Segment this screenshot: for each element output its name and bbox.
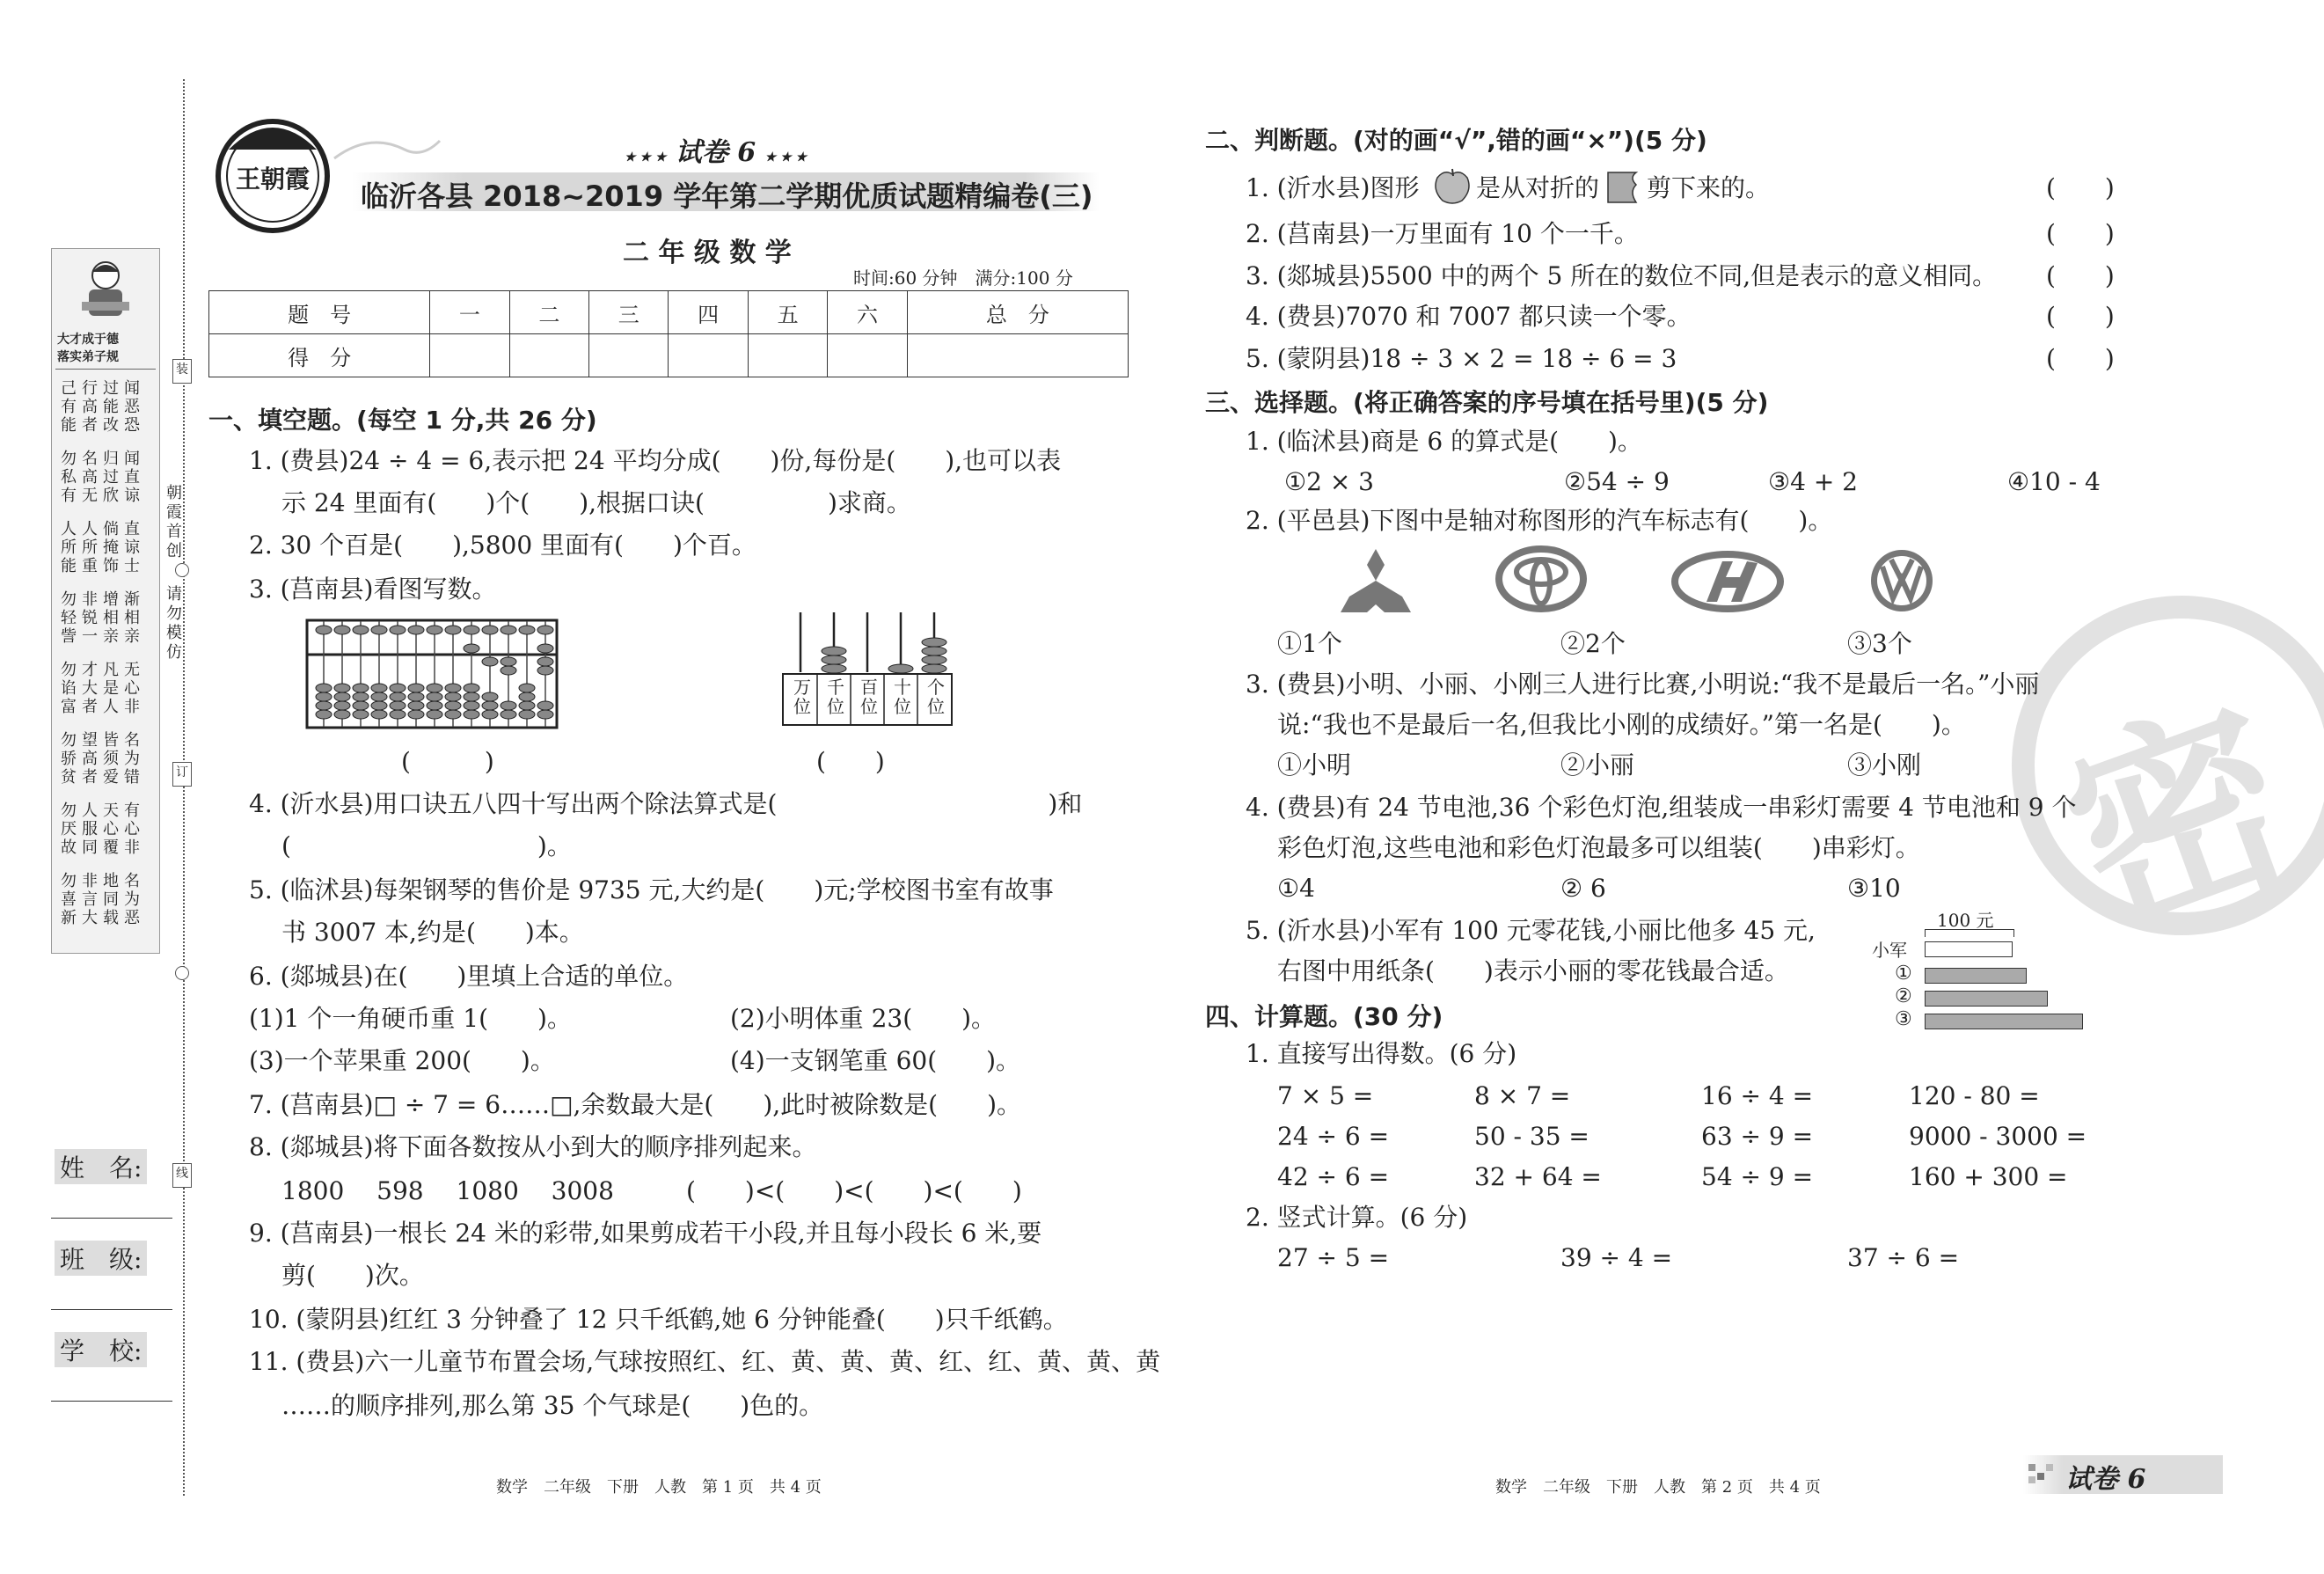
score-header-cell: 三 <box>589 291 669 334</box>
sidebar-poem-column: 归过欣 <box>103 450 119 505</box>
s2-q1-paren[interactable]: ( ) <box>2046 173 2115 202</box>
s1-q5-line2: 书 3007 本,约是( )本。 <box>281 918 584 947</box>
s1-q6: 6. (郯城县)在( )里填上合适的单位。 <box>249 962 689 991</box>
section3-title: 三、选择题。(将正确答案的序号填在括号里)(5 分) <box>1205 388 1769 417</box>
name-label: 姓 名: <box>55 1149 147 1184</box>
s3-q5-line1: 5. (沂水县)小军有 100 元零花钱,小丽比他多 45 元, <box>1246 916 1816 945</box>
s1-q6-part3: (3)一个苹果重 200( )。 <box>249 1046 555 1075</box>
sidebar-poem-column: 勿厌故 <box>61 802 77 857</box>
sidebar-poem-column: 直谅士 <box>124 520 140 575</box>
calc-r3-c3: 54 ÷ 9 = <box>1701 1162 1814 1191</box>
s3-q2-opt3[interactable]: ③3个 <box>1847 629 1912 658</box>
s2-q1-part1: 1. (沂水县)图形 <box>1246 173 1420 202</box>
s3-q2-opt1[interactable]: ①1个 <box>1277 629 1342 658</box>
bar-xiaojun-label: 小军 <box>1872 940 1907 961</box>
class-line[interactable] <box>51 1309 172 1310</box>
s3-q4-line2: 彩色灯泡,这些电池和彩色灯泡最多可以组装( )串彩灯。 <box>1277 833 1920 862</box>
s4-sub1: 1. 直接写出得数。(6 分) <box>1246 1039 1517 1068</box>
motto-1: 大才成于德 <box>57 333 119 347</box>
sidebar-poem-column: 人服同 <box>82 802 98 857</box>
motto-divider <box>55 369 156 370</box>
abacus-image <box>306 619 558 728</box>
score-input-cell[interactable] <box>430 334 509 377</box>
mitsubishi-logo-icon <box>1339 547 1413 614</box>
score-input-cell[interactable] <box>828 334 907 377</box>
sidebar-poem-column: 凡是人 <box>103 661 119 716</box>
bar-xiaojun <box>1925 941 2013 957</box>
calc-r1-c2: 8 × 7 = <box>1474 1081 1571 1110</box>
s3-q1-opt3[interactable]: ③4 + 2 <box>1768 467 1858 496</box>
s2-q5-paren[interactable]: ( ) <box>2046 344 2115 373</box>
score-header-cell: 四 <box>669 291 748 334</box>
bar-option-2[interactable] <box>1925 991 2048 1007</box>
bar-option-3[interactable] <box>1925 1014 2083 1029</box>
grade-subject: 二 年 级 数 学 <box>623 238 792 268</box>
sidebar-poem-column: 勿骄贫 <box>61 731 77 787</box>
seal-mark-2: 订 <box>172 762 192 787</box>
s1-q8-blanks[interactable]: ( )<( )<( )<( ) <box>686 1176 1022 1205</box>
section1-title: 一、填空题。(每空 1 分,共 26 分) <box>208 406 597 435</box>
school-label: 学 校: <box>55 1332 147 1367</box>
ribbon-decoration <box>334 132 440 167</box>
s3-q3-opt3[interactable]: ③小刚 <box>1847 750 1922 780</box>
binding-circle-1 <box>175 563 189 577</box>
s1-q4-line2: ( )。 <box>281 831 572 860</box>
place-label-ge: 个位 <box>927 677 945 717</box>
s3-q4-opt1[interactable]: ①4 <box>1277 874 1315 903</box>
s3-q4-opt2[interactable]: ② 6 <box>1560 874 1606 903</box>
section2-title: 二、判断题。(对的画“√”,错的画“×”)(5 分) <box>1205 126 1707 155</box>
score-table <box>208 290 1129 377</box>
seal-mark-1: 装 <box>172 359 192 384</box>
s2-q3-paren[interactable]: ( ) <box>2046 261 2115 290</box>
score-input-cell[interactable] <box>748 334 827 377</box>
binding-dotted-line <box>183 79 185 1496</box>
score-header-cell: 题 号 <box>209 291 430 334</box>
s1-q8-numbers: 1800 598 1080 3008 <box>281 1176 614 1205</box>
score-header-cell: 五 <box>748 291 827 334</box>
s2-q4: 4. (费县)7070 和 7007 都只读一个零。 <box>1246 302 1692 331</box>
apple-shape-icon <box>1434 167 1471 206</box>
score-input-cell[interactable] <box>907 334 1128 377</box>
s3-q4-line1: 4. (费县)有 24 节电池,36 个彩色灯泡,组装成一串彩灯需要 4 节电池和 9 个 <box>1246 793 2077 822</box>
s3-q4-opt3[interactable]: ③10 <box>1847 874 1901 903</box>
sidebar-poem-column: 勿谄富 <box>61 661 77 716</box>
sidebar-poem-column: 名为恶 <box>124 872 140 927</box>
calc-r1-c1: 7 × 5 = <box>1277 1081 1374 1110</box>
calc-r2-c4: 9000 - 3000 = <box>1909 1122 2087 1151</box>
score-table-header-row <box>209 291 1129 334</box>
s3-q5-line2: 右图中用纸条( )表示小丽的零花钱最合适。 <box>1277 956 1789 985</box>
s3-q1: 1. (临沭县)商是 6 的算式是( )。 <box>1246 427 1642 456</box>
sidebar-poem-column: 己有能 <box>61 379 77 435</box>
place-label-wan: 万位 <box>793 677 811 717</box>
publisher-logo <box>211 114 334 238</box>
time-info: 时间:60 分钟 满分:100 分 <box>853 267 1073 289</box>
sidebar-poem-column: 无心非 <box>124 661 140 716</box>
s2-q2-paren[interactable]: ( ) <box>2046 219 2115 248</box>
score-header-cell: 二 <box>509 291 588 334</box>
calc-r3-c2: 32 + 64 = <box>1474 1162 1602 1191</box>
calc-r1-c4: 120 - 80 = <box>1909 1081 2040 1110</box>
watermark-stamp <box>2014 598 2320 972</box>
s1-q11-line2: ……的顺序排列,那么第 35 个气球是( )色的。 <box>281 1391 824 1420</box>
s1-q3: 3. (莒南县)看图写数。 <box>249 575 497 604</box>
seal-mark-3: 线 <box>172 1163 192 1188</box>
s1-q3-answer2[interactable]: ( ) <box>816 747 885 776</box>
badge-stars-right: ★ ★ ★ <box>764 150 808 165</box>
s1-q1-line2: 示 24 里面有( )个( ),根据口诀( )求商。 <box>281 488 911 517</box>
s2-q1-part2: 是从对折的 <box>1476 173 1600 202</box>
sidebar-poem-column: 勿轻訾 <box>61 590 77 646</box>
score-header-cell: 总 分 <box>907 291 1128 334</box>
s3-q3-opt2[interactable]: ②小丽 <box>1560 750 1635 780</box>
footer-badge: 试卷 6 <box>2065 1464 2146 1495</box>
s2-q5: 5. (蒙阴县)18 ÷ 3 × 2 = 18 ÷ 6 = 3 <box>1246 344 1677 373</box>
bar-option-1[interactable] <box>1925 968 2027 984</box>
sidebar-poem-column: 名为错 <box>124 731 140 787</box>
s1-q1-line1: 1. (费县)24 ÷ 4 = 6,表示把 24 平均分成( )份,每份是( ),也可以表 <box>249 446 1062 475</box>
place-label-qian: 千位 <box>827 677 844 717</box>
score-row-label: 得 分 <box>209 334 430 377</box>
calc-r1-c3: 16 ÷ 4 = <box>1701 1081 1814 1110</box>
sidebar-poem-column: 地同载 <box>103 872 119 927</box>
sidebar-poem-column: 闻恶恐 <box>124 379 140 435</box>
score-input-cell[interactable] <box>589 334 669 377</box>
sidebar-poem-column: 行高者 <box>82 379 98 435</box>
calc-r4-c3: 37 ÷ 6 = <box>1847 1243 1960 1272</box>
badge-stars-left: ★ ★ ★ <box>625 150 667 165</box>
hyundai-logo-icon <box>1671 551 1784 612</box>
toyota-logo-icon <box>1495 545 1587 612</box>
bar-opt3-label: ③ <box>1895 1008 1912 1030</box>
sidebar-poem-column: 过能改 <box>103 379 119 435</box>
s1-q9-line2: 剪( )次。 <box>281 1261 424 1290</box>
s1-q6-part4: (4)一支钢笔重 60( )。 <box>730 1046 1021 1075</box>
s1-q3-answer1[interactable]: ( ) <box>401 747 494 776</box>
sidebar-poem <box>61 379 156 942</box>
motto-2: 落实弟子规 <box>57 350 119 364</box>
s1-q11-line1: 11. (费县)六一儿童节布置会场,气球按照红、红、黄、黄、黄、红、红、黄、黄、黄 <box>249 1347 1161 1376</box>
sidebar-poem-column: 渐相亲 <box>124 590 140 646</box>
logo-text: 王朝霞 <box>235 165 310 194</box>
score-input-cell[interactable] <box>509 334 588 377</box>
s1-q10: 10. (蒙阴县)红红 3 分钟叠了 12 只千纸鹤,她 6 分钟能叠( )只千纸鹤。 <box>249 1305 1068 1334</box>
calc-r4-c2: 39 ÷ 4 = <box>1560 1243 1673 1272</box>
bar-opt1-label: ① <box>1895 963 1912 985</box>
score-table-score-row <box>209 334 1129 377</box>
sidebar-poem-column: 天心覆 <box>103 802 119 857</box>
exam-badge <box>625 130 807 169</box>
bar-top-label: 100 元 <box>1937 910 1994 931</box>
footer-badge-dots <box>2028 1464 2055 1485</box>
sidebar-poem-column: 勿私有 <box>61 450 77 505</box>
calc-r2-c1: 24 ÷ 6 = <box>1277 1122 1390 1151</box>
s4-sub2: 2. 竖式计算。(6 分) <box>1246 1203 1468 1232</box>
calc-r4-c1: 27 ÷ 5 = <box>1277 1243 1390 1272</box>
s1-q4-line1: 4. (沂水县)用口诀五八四十写出两个除法算式是( )和 <box>249 789 1083 818</box>
watermark-char: 密 <box>2036 666 2320 972</box>
s3-q1-opt4[interactable]: ④10 - 4 <box>2007 467 2101 496</box>
section4-title: 四、计算题。(30 分) <box>1205 1002 1443 1031</box>
s2-q4-paren[interactable]: ( ) <box>2046 302 2115 331</box>
s1-q2: 2. 30 个百是( ),5800 里面有( )个百。 <box>249 531 756 560</box>
counting-frame-image <box>781 611 954 727</box>
s1-q6-part2: (2)小明体重 23( )。 <box>730 1004 997 1033</box>
sidebar-poem-column: 增相亲 <box>103 590 119 646</box>
badge-text: 试卷 6 <box>675 137 756 168</box>
sidebar-poem-column: 人所重 <box>82 520 98 575</box>
exam-title: 临沂各县 2018~2019 学年第二学期优质试题精编卷(三) <box>361 179 1093 213</box>
sidebar-poem-column: 非言大 <box>82 872 98 927</box>
money-bar-diagram <box>1865 906 2102 1038</box>
sidebar-motto-box <box>51 248 160 954</box>
s2-q1-part3: 剪下来的。 <box>1647 173 1771 202</box>
s3-q1-opt1[interactable]: ①2 × 3 <box>1284 467 1374 496</box>
place-label-shi: 十位 <box>894 677 911 717</box>
cartoon-boy-icon <box>77 256 135 326</box>
sidebar-poem-column: 有心非 <box>124 802 140 857</box>
s1-q9-line1: 9. (莒南县)一根长 24 米的彩带,如果剪成若干小段,并且每小段长 6 米,要 <box>249 1219 1042 1248</box>
s3-q3-opt1[interactable]: ①小明 <box>1277 750 1352 780</box>
s3-q2-opt2[interactable]: ②2个 <box>1560 629 1626 658</box>
vertical-text-2: 请勿模仿 <box>166 585 182 662</box>
sidebar-poem-column: 倘掩饰 <box>103 520 119 575</box>
calc-r3-c1: 42 ÷ 6 = <box>1277 1162 1390 1191</box>
binding-circle-2 <box>175 966 189 980</box>
sidebar-poem-column: 勿喜新 <box>61 872 77 927</box>
s3-q3-line1: 3. (费县)小明、小丽、小刚三人进行比赛,小明说:“我不是最后一名。”小丽 <box>1246 670 2040 699</box>
place-label-bai: 百位 <box>860 677 878 717</box>
folded-paper-icon <box>1606 169 1643 206</box>
sidebar-poem-column: 皆须爱 <box>103 731 119 787</box>
s3-q2: 2. (平邑县)下图中是轴对称图形的汽车标志有( )。 <box>1246 506 1833 535</box>
s1-q5-line1: 5. (临沭县)每架钢琴的售价是 9735 元,大约是( )元;学校图书室有故事 <box>249 875 1054 904</box>
footer-right: 数学 二年级 下册 人教 第 2 页 共 4 页 <box>1495 1478 1821 1497</box>
sidebar-poem-column: 闻直谅 <box>124 450 140 505</box>
s2-q3: 3. (郯城县)5500 中的两个 5 所在的数位不同,但是表示的意义相同。 <box>1246 261 1998 290</box>
s1-q7: 7. (莒南县)□ ÷ 7 = 6……□,余数最大是( ),此时被除数是( )。 <box>249 1090 1022 1119</box>
sidebar-poem-column: 名高无 <box>82 450 98 505</box>
name-line[interactable] <box>51 1218 172 1219</box>
s3-q1-opt2[interactable]: ②54 ÷ 9 <box>1564 467 1670 496</box>
footer-left: 数学 二年级 下册 人教 第 1 页 共 4 页 <box>496 1478 822 1497</box>
s1-q8: 8. (郯城县)将下面各数按从小到大的顺序排列起来。 <box>249 1132 817 1161</box>
school-line[interactable] <box>51 1401 172 1402</box>
sidebar-poem-column: 非锐一 <box>82 590 98 646</box>
calc-r3-c4: 160 + 300 = <box>1909 1162 2068 1191</box>
bar-opt2-label: ② <box>1895 985 1912 1007</box>
score-header-cell: 六 <box>828 291 907 334</box>
s2-q2: 2. (莒南县)一万里面有 10 个一千。 <box>1246 219 1639 248</box>
vertical-text-1: 朝霞首创 <box>166 484 182 560</box>
sidebar-poem-column: 才大者 <box>82 661 98 716</box>
calc-r2-c3: 63 ÷ 9 = <box>1701 1122 1814 1151</box>
score-input-cell[interactable] <box>669 334 748 377</box>
sidebar-poem-column: 望高者 <box>82 731 98 787</box>
class-label: 班 级: <box>55 1241 147 1276</box>
calc-r2-c2: 50 - 35 = <box>1474 1122 1590 1151</box>
score-header-cell: 一 <box>430 291 509 334</box>
bar-brace <box>1925 929 2014 937</box>
volkswagen-logo-icon <box>1868 547 1935 614</box>
s3-q3-line2: 说:“我也不是最后一名,但我比小刚的成绩好。”第一名是( )。 <box>1277 710 1966 739</box>
s1-q6-part1: (1)1 个一角硬币重 1( )。 <box>249 1004 572 1033</box>
sidebar-poem-column: 人所能 <box>61 520 77 575</box>
